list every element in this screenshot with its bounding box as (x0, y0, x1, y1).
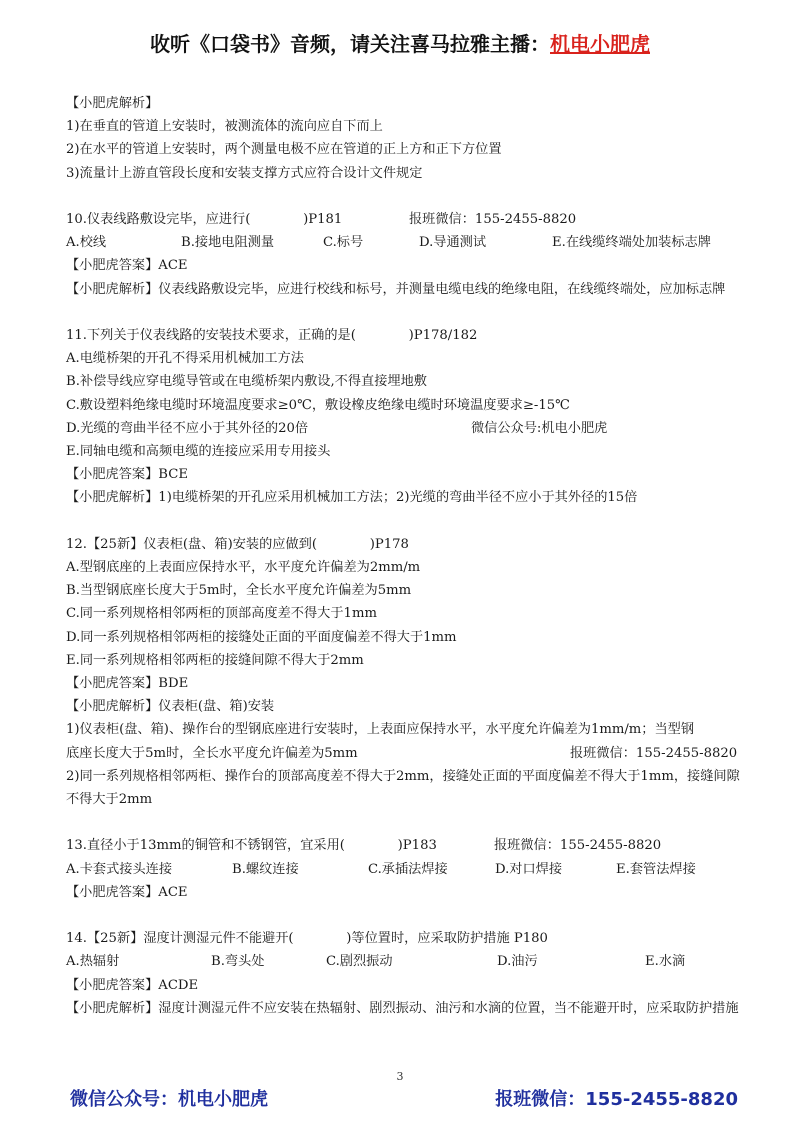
analysis-line: 1)仪表柜(盘、箱)、操作台的型钢底座进行安装时，上表面应保持水平，水平度允许偏差为1mm/m；当型钢 (66, 722, 695, 738)
answer: 【小肥虎答案】BCE (66, 467, 188, 483)
option: B.当型钢底座长度大于5m时，全长水平度允许偏差为5mm (66, 583, 412, 599)
option: D.油污 (497, 954, 538, 970)
option: E.同一系列规格相邻两柜的接缝间隙不得大于2mm (66, 652, 364, 668)
analysis: 【小肥虎解析】湿度计测湿元件不应安装在热辐射、剧烈振动、油污和水滴的位置，当不能避开时，应采取防护措施 (66, 1000, 739, 1016)
analysis-line: 3)流量计上游直管段长度和安装支撑方式应符合设计文件规定 (66, 165, 423, 181)
analysis-line: 2)在水平的管道上安装时，两个测量电极不应在管道的正上方和正下方位置 (66, 142, 502, 158)
option: A.校线 (66, 235, 107, 251)
analysis-line: 2)同一系列规格相邻两柜、操作台的顶部高度差不得大于2mm，接缝处正面的平面度偏差不得大于1mm，接缝间隙不得大于2mm (66, 768, 740, 808)
page-footer (0, 1085, 800, 1115)
option: D.光缆的弯曲半径不应小于其外径的20倍 (66, 420, 309, 436)
option: E.同轴电缆和高频电缆的连接应采用专用接头 (66, 444, 331, 460)
analysis: 【小肥虎解析】1)电缆桥架的开孔应采用机械加工方法；2)光缆的弯曲半径不应小于其外径的15倍 (66, 490, 638, 506)
answer: 【小肥虎答案】ACE (66, 258, 188, 274)
option: B.补偿导线应穿电缆导管或在电缆桥架内敷设,不得直接埋地敷 (66, 374, 427, 390)
wechat-contact: 报班微信：155-2455-8820 (570, 745, 738, 761)
analysis-block-top (66, 92, 750, 185)
options-row (66, 950, 750, 973)
option: E.在线缆终端处加装标志牌 (552, 235, 711, 251)
option: C.同一系列规格相邻两柜的顶部高度差不得大于1mm (66, 606, 377, 622)
option: A.卡套式接头连接 (66, 861, 173, 877)
analysis-line: 1)在垂直的管道上安装时，被测流体的流向应自下而上 (66, 119, 383, 135)
question-10 (66, 208, 750, 301)
analysis-line: 底座长度大于5m时，全长水平度允许偏差为5mm (66, 745, 358, 761)
option: C.承插法焊接 (368, 861, 448, 877)
question-14 (66, 927, 750, 1020)
footer-public-account: 微信公众号：机电小肥虎 (70, 1089, 268, 1110)
public-account-note: 微信公众号:机电小肥虎 (471, 420, 608, 436)
wechat-contact: 报班微信：155-2455-8820 (409, 212, 577, 227)
page-header (0, 28, 800, 57)
answer: 【小肥虎答案】ACDE (66, 977, 199, 993)
option: D.同一系列规格相邻两柜的接缝处正面的平面度偏差不得大于1mm (66, 629, 457, 645)
answer: 【小肥虎答案】ACE (66, 884, 188, 900)
option: A.热辐射 (66, 954, 120, 970)
option: B.螺纹连接 (232, 861, 299, 877)
header-text: 收听《口袋书》音频，请关注喜马拉雅主播： (150, 32, 550, 56)
options-row (66, 858, 750, 881)
question-13 (66, 834, 750, 904)
question-stem: 10.仪表线路敷设完毕，应进行( )P181 (66, 212, 343, 227)
footer-wechat-contact: 报班微信：155-2455-8820 (495, 1089, 738, 1110)
wechat-contact: 报班微信：155-2455-8820 (494, 838, 662, 854)
question-stem: 13.直径小于13mm的铜管和不锈钢管，宜采用( )P183 (66, 838, 437, 854)
question-12 (66, 533, 750, 811)
question-stem: 12.【25新】仪表柜(盘、箱)安装的应做到( )P178 (66, 536, 409, 552)
question-stem: 11.下列关于仪表线路的安装技术要求，正确的是( )P178/182 (66, 328, 478, 343)
header-anchor-name: 机电小肥虎 (550, 32, 650, 56)
option: B.接地电阻测量 (181, 235, 275, 251)
option: C.剧烈振动 (326, 954, 393, 970)
page-number: 3 (396, 1070, 404, 1083)
option: A.型钢底座的上表面应保持水平，水平度允许偏差为2mm/m (66, 560, 421, 576)
answer: 【小肥虎答案】BDE (66, 676, 189, 692)
option: D.对口焊接 (495, 861, 563, 877)
option: C.敷设塑料绝缘电缆时环境温度要求≥0℃，敷设橡皮绝缘电缆时环境温度要求≥-15℃ (66, 397, 570, 413)
analysis-label: 【小肥虎解析】 (66, 96, 159, 111)
question-11 (66, 324, 750, 510)
option: E.套管法焊接 (616, 861, 696, 877)
option: D.导通测试 (419, 235, 487, 251)
analysis: 【小肥虎解析】仪表线路敷设完毕，应进行校线和标号，并测量电缆电线的绝缘电阻，在线缆终端处，应加标志牌 (66, 281, 726, 297)
option: E.水滴 (645, 954, 686, 970)
option: A.电缆桥架的开孔不得采用机械加工方法 (66, 351, 304, 367)
question-stem: 14.【25新】湿度计测湿元件不能避开( )等位置时，应采取防护措施 P180 (66, 931, 548, 947)
analysis-title: 【小肥虎解析】仪表柜(盘、箱)安装 (66, 699, 275, 715)
option: C.标号 (323, 235, 364, 251)
option: B.弯头处 (211, 954, 265, 970)
document-body (66, 92, 750, 1020)
options-row (66, 231, 750, 254)
